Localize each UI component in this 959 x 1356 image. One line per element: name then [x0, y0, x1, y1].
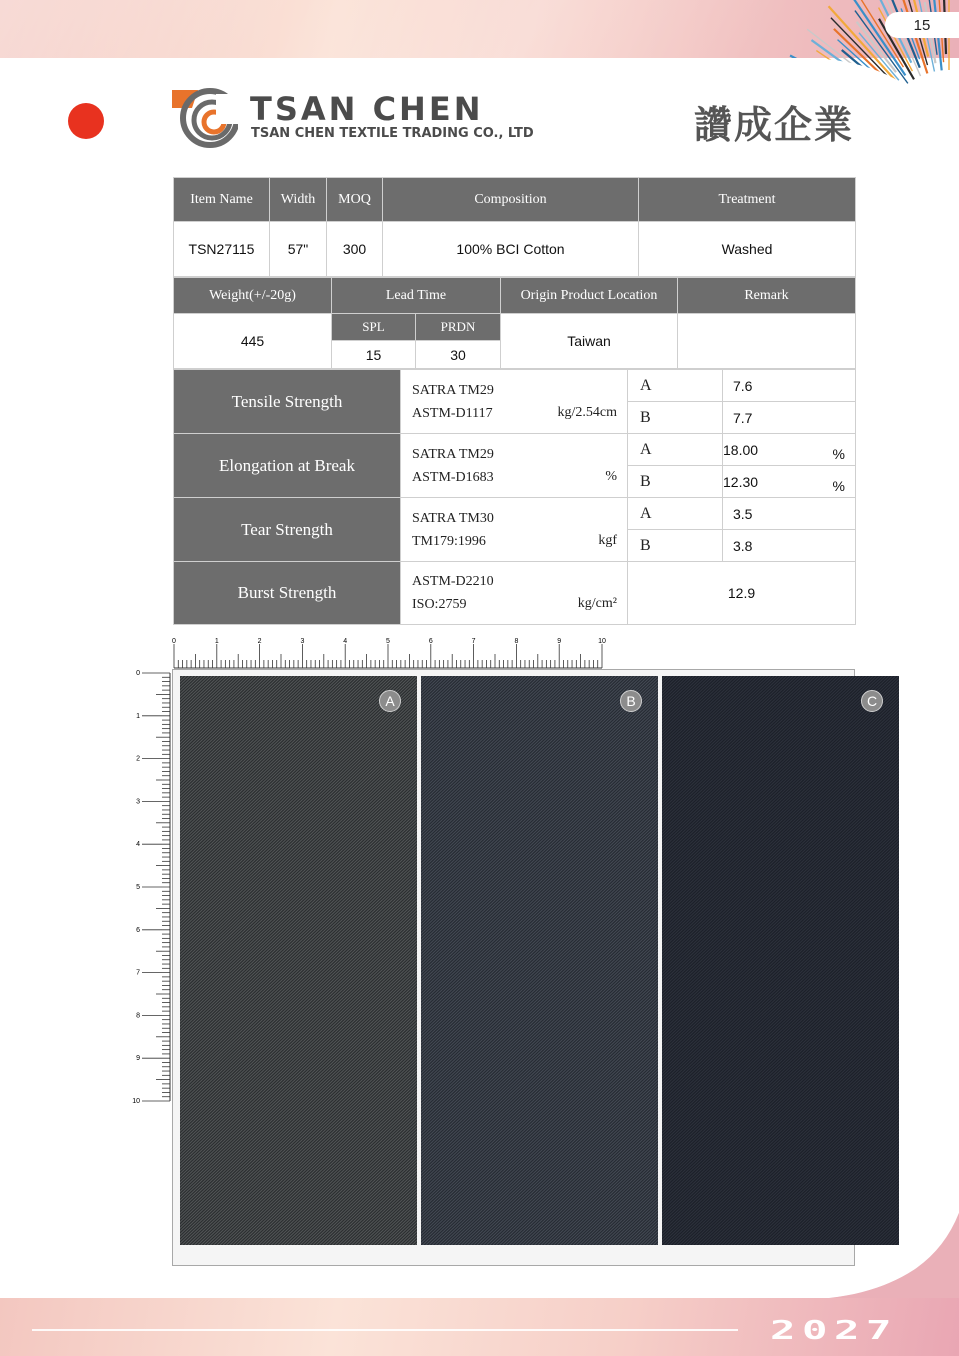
- value-width: 57": [270, 222, 327, 277]
- footer-divider: [32, 1329, 738, 1331]
- value-weight: 445: [174, 314, 332, 369]
- page-number-text: 15: [913, 16, 931, 34]
- fabric-swatch-b: [421, 676, 658, 1245]
- value-moq: 300: [327, 222, 383, 277]
- tensile-label-b: B: [628, 402, 723, 434]
- elongation-method-2: ASTM-D1683: [412, 469, 494, 485]
- brand-subtitle: TSAN CHEN TEXTILE TRADING CO., LTD: [251, 126, 534, 141]
- swatch-texture-c: [662, 676, 899, 1245]
- ruler-horizontal: [172, 636, 612, 670]
- ruler-top-label: 3: [300, 638, 305, 645]
- swatch-texture-b: [421, 676, 658, 1245]
- header-lead-time: Lead Time: [332, 278, 501, 314]
- elongation-label-b: B: [628, 466, 723, 498]
- tensile-label-a: A: [628, 370, 723, 402]
- test-burst-strength: Burst Strength: [174, 562, 401, 625]
- value-remark: [678, 314, 856, 369]
- elongation-value-a: [723, 434, 856, 466]
- value-item-name: TSN27115: [174, 222, 270, 277]
- tensile-method: [401, 370, 628, 434]
- header-item-name: Item Name: [174, 178, 270, 222]
- ruler-top-label: 7: [471, 638, 476, 645]
- ruler-left-label: 2: [136, 755, 140, 763]
- value-prdn: 30: [416, 341, 501, 369]
- header-composition: Composition: [383, 178, 639, 222]
- ruler-left-label: 7: [136, 969, 140, 977]
- page-number: [885, 12, 959, 38]
- tear-unit: kgf: [598, 533, 617, 548]
- ruler-top-label: 5: [386, 638, 390, 645]
- value-composition: 100% BCI Cotton: [383, 222, 639, 277]
- ruler-left-label: 6: [136, 926, 140, 934]
- burst-method: [401, 562, 628, 625]
- elongation-unit-b: %: [832, 478, 845, 494]
- burst-unit: kg/cm²: [577, 596, 617, 611]
- value-origin: Taiwan: [501, 314, 678, 369]
- elongation-value-a-text: 18.00: [723, 442, 759, 458]
- tear-method-2: TM179:1996: [412, 533, 486, 549]
- swatch-label-b: B: [620, 690, 642, 712]
- burst-method-2: ISO:2759: [412, 597, 467, 612]
- ruler-left-label: 10: [132, 1098, 140, 1105]
- elongation-method-1: SATRA TM29: [412, 446, 494, 462]
- weight-lead-table: [173, 277, 856, 369]
- tensile-method-2: ASTM-D1117: [412, 405, 493, 421]
- fabric-swatch-a: [180, 676, 417, 1245]
- swatch-label-a: A: [379, 690, 401, 712]
- ruler-vertical: [130, 668, 172, 1108]
- ruler-left-label: 4: [136, 841, 140, 849]
- spec-sheet: [173, 177, 855, 625]
- burst-method-1: ASTM-D2210: [412, 574, 494, 589]
- tensile-unit: kg/2.54cm: [557, 405, 617, 420]
- tear-value-a: 3.5: [723, 498, 856, 530]
- elongation-value-b-text: 12.30: [723, 474, 759, 490]
- tensile-method-1: SATRA TM29: [412, 382, 494, 398]
- tensile-value-a: 7.6: [723, 370, 856, 402]
- fabric-swatch-c: [662, 676, 899, 1245]
- burst-value: 12.9: [628, 562, 856, 625]
- ruler-top-label: 1: [214, 638, 219, 645]
- ruler-top-label: 4: [343, 638, 348, 645]
- header-prdn: PRDN: [416, 314, 501, 341]
- ruler-left-label: 9: [136, 1055, 140, 1063]
- elongation-label-a: A: [628, 434, 723, 466]
- ruler-left-label: 1: [136, 712, 140, 720]
- ruler-left-label: 8: [136, 1012, 140, 1020]
- elongation-unit-a: %: [832, 446, 845, 462]
- elongation-method: [401, 434, 628, 498]
- test-tensile-strength: Tensile Strength: [174, 370, 401, 434]
- elongation-value-b: [723, 466, 856, 498]
- tear-method: [401, 498, 628, 562]
- header-remark: Remark: [678, 278, 856, 314]
- header-spl: SPL: [332, 314, 416, 341]
- ruler-left-label: 3: [136, 798, 140, 806]
- ruler-left-label: 0: [136, 670, 140, 677]
- brand-name: TSAN CHEN: [250, 90, 484, 128]
- header-treatment: Treatment: [639, 178, 856, 222]
- ruler-top-label: 10: [598, 638, 606, 645]
- header-moq: MOQ: [327, 178, 383, 222]
- product-info-table: [173, 177, 856, 277]
- test-elongation-at-break: Elongation at Break: [174, 434, 401, 498]
- value-treatment: Washed: [639, 222, 856, 277]
- red-dot-marker: [68, 103, 104, 139]
- ruler-top-label: 0: [172, 638, 176, 645]
- ruler-top-label: 9: [557, 638, 562, 645]
- ruler-top-label: 6: [428, 638, 433, 645]
- header-weight: Weight(+/-20g): [174, 278, 332, 314]
- value-spl: 15: [332, 341, 416, 369]
- header-origin: Origin Product Location: [501, 278, 678, 314]
- header-width: Width: [270, 178, 327, 222]
- company-logo-icon: [172, 86, 238, 148]
- footer-curve-decoration: [829, 1210, 959, 1310]
- swatch-texture-a: [180, 676, 417, 1245]
- tear-label-a: A: [628, 498, 723, 530]
- tensile-value-b: 7.7: [723, 402, 856, 434]
- tear-label-b: B: [628, 530, 723, 562]
- ruler-left-label: 5: [136, 884, 140, 891]
- year-logo: [770, 1318, 900, 1344]
- test-tear-strength: Tear Strength: [174, 498, 401, 562]
- tear-method-1: SATRA TM30: [412, 510, 494, 526]
- elongation-unit: %: [605, 469, 617, 484]
- brand-chinese-name: 讚成企業: [693, 102, 854, 147]
- test-results-table: [173, 369, 856, 625]
- ruler-top-label: 8: [514, 638, 519, 645]
- ruler-top-label: 2: [257, 638, 262, 645]
- year-logo-text: 2027: [770, 1318, 898, 1344]
- tear-value-b: 3.8: [723, 530, 856, 562]
- swatch-label-c: C: [861, 690, 883, 712]
